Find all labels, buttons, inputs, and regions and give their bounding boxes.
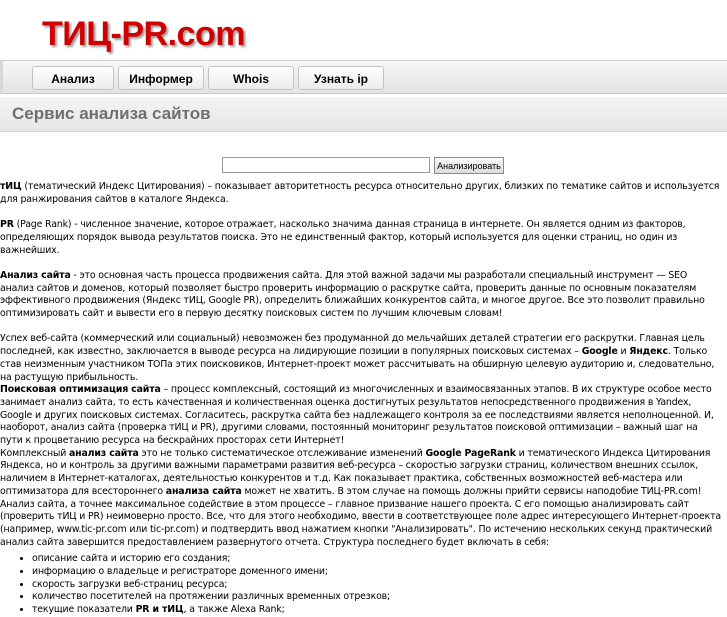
paragraph-text: и тематического Индекса Цитирования Яндекса, но и контроль за другими важными параметрами развития веб-ресурса – скоростью загрузки страниц, количеством внешних ссылок, наличием в Интернет-каталогах, деятельностью конкурентов и т.д. Как показывает практика, собственных возможностей веб-мастера или оптимизатора для всестороннего (0, 447, 711, 497)
paragraph-site-analysis (0, 270, 722, 321)
report-list (0, 553, 722, 617)
paragraph-text: и (617, 346, 630, 358)
list-item-text: информацию о владельце и регистраторе доменного имени; (32, 566, 328, 578)
list-item (32, 591, 722, 604)
list-item-text: скорость загрузки веб-страниц ресурса; (32, 578, 228, 590)
paragraph-text: Анализ сайта, а точнее максимальное содействие в этом процессе – главное призвание нашего проекта. С его помощью анализировать сайт (проверить тИЦ и PR) неимоверно просто. Все, что для этого необходимо, ввести в соответствующее поле адрес интересующего Интернет-проекта (например, www.tic-pr.com или tic-pr.com) и подтвердить ввод нажатием кнопки "Анализировать". По истечению нескольких секунд практический анализ сайта завершится предоставлением развернутого отчета. Структура последнего будет включать в себя: (0, 498, 721, 548)
term-site-analysis: анализ сайта (68, 447, 139, 459)
paragraph-text: – процесс комплексный, состоящий из многочисленных и взаимосвязанных этапов. В их структуре особое место занимает анализ сайта, то есть качественная и количественная оценка достигнутых результатов непосредственного продвижения в Yandex, Google и других поисковых системах. Согласитесь, раскрутка сайта без надлежащего контроля за ее последствиями является неполноценной. И, наоборот, анализ сайта (проверка тИЦ и PR), другими словами, постоянный мониторинг результатов поисковой оптимизации – важный шаг на пути к процветанию ресурса на бескрайних просторах сети Интернет! (0, 384, 714, 447)
paragraph-text: - это основная часть процесса продвижения сайта. Для этой важной задачи мы разработали специальный инструмент — SEO анализ сайтов и доменов, который позволяет быстро проверить информацию о раскрутке сайта, проверить данные по основным показателям эффективного продвижения (Яндекс тИЦ, Google PR), определить ближайших конкурентов сайта, и многое другое. Все это позволит правильно оптимизировать сайт и вывести его в первую десятку поисковых систем по лучшим ключевым словам! (0, 269, 705, 319)
term-tic: тИЦ (0, 181, 22, 192)
list-item (32, 566, 722, 579)
term-yandex: Яндекс (629, 346, 668, 358)
list-item (32, 553, 722, 566)
nav-left-cap (0, 60, 3, 94)
paragraph-text: может не хватить. В этом случае на помощь должны прийти сервисы наподобие ТИЦ-PR.com! (241, 485, 702, 497)
site-logo[interactable]: ТИЦ-PR.com (42, 15, 245, 53)
paragraph-text: Комплексный (0, 447, 69, 459)
article-block (0, 333, 722, 616)
paragraph-text: (Page Rank) - численное значение, которое отражает, насколько значима данная страница в интернете. Он является одним из факторов, определяющих порядок вывода результатов поиска. Это не единственный фактор, который используется для оценки страниц, но один из важнейших. (0, 219, 686, 256)
paragraph-pr (0, 219, 722, 257)
term-pr: PR (0, 219, 14, 231)
term-pagerank: Google PageRank (425, 447, 516, 459)
tab-find-ip[interactable]: Узнать ip (298, 66, 384, 90)
analyze-button[interactable]: Анализировать (434, 157, 504, 174)
main-nav (32, 66, 384, 90)
paragraph-complex-analysis (0, 448, 722, 499)
term-site-analysis: Анализ сайта (0, 269, 71, 281)
paragraph-success (0, 333, 722, 384)
list-item-text: количество посетителей на протяжении различных временных отрезков; (32, 591, 391, 603)
tab-whois[interactable]: Whois (208, 66, 294, 90)
site-url-input[interactable] (222, 157, 430, 173)
list-item (32, 579, 722, 592)
tab-informer[interactable]: Информер (118, 66, 204, 90)
list-item-text: , а также Alexa Rank; (183, 604, 285, 616)
paragraph-seo (0, 384, 722, 448)
paragraph-text: Успех веб-сайта (коммерческий или социальный) невозможен без продуманной до мельчайших деталей стратегии его раскрутки. Главная цель последней, как известно, заключается в выводе ресурса на лидирующие позиции в популярных поисковых системах – (0, 333, 705, 358)
tab-analysis[interactable]: Анализ (32, 66, 114, 90)
paragraph-text: (тематический Индекс Цитирования) – показывает авторитетность ресурса относительно других, близких по тематике сайтов и используется для ранжирования сайтов в каталоге Яндекса. (0, 181, 720, 205)
paragraph-tic (0, 181, 722, 206)
list-item (32, 604, 722, 617)
article-content (0, 181, 722, 617)
term-seo: Поисковая оптимизация сайта (0, 384, 161, 396)
term-google: Google (581, 346, 618, 358)
paragraph-text: . Только став неизменным участником ТОПа этих поисковиков, Интернет-проект может рассчитывать на обширную целевую аудиторию и, следовательно, на растущую прибыльность. (0, 346, 715, 383)
paragraph-text: это не только систематическое отслеживание изменений (138, 447, 426, 459)
list-item-text: описание сайта и историю его создания; (32, 553, 231, 565)
paragraph-project (0, 499, 722, 550)
term-pr-tic: PR и тИЦ (135, 604, 184, 616)
list-item-text: текущие показатели (32, 604, 136, 616)
page-title: Сервис анализа сайтов (12, 104, 211, 123)
term-site-analysis: анализа сайта (165, 485, 242, 497)
